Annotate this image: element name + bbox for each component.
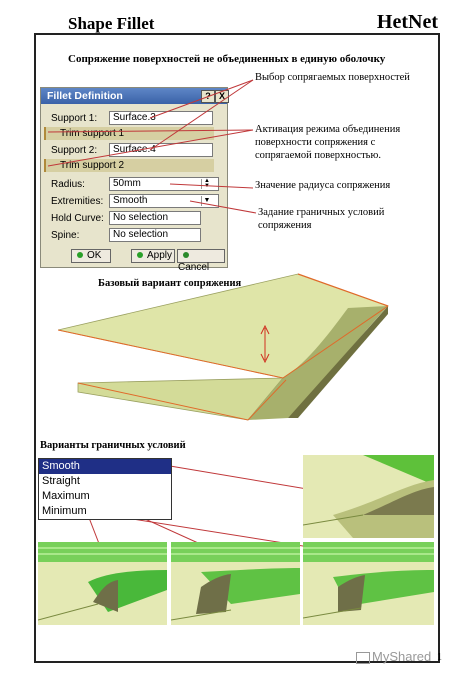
extremities-listbox[interactable] <box>38 458 172 520</box>
page-subtitle: Сопряжение поверхностей не объединенных в единую оболочку <box>68 53 386 65</box>
support1-field[interactable]: Surface.3 <box>109 111 213 125</box>
radius-value: 50mm <box>113 178 141 189</box>
base-fillet-illustration <box>58 268 398 428</box>
note-select-surfaces: Выбор сопрягаемых поверхностей <box>255 72 410 83</box>
page-number: 1 <box>437 652 442 663</box>
chevron-down-icon[interactable]: ▼ <box>201 196 212 206</box>
support2-field[interactable]: Surface.4 <box>109 143 213 157</box>
extremities-label: Extremities: <box>51 196 104 207</box>
list-item-straight[interactable]: Straight <box>42 475 80 487</box>
chart-icon <box>356 652 370 664</box>
section-base-title: Базовый вариант сопряжения <box>98 278 242 289</box>
cancel-label: Cancel <box>178 262 210 273</box>
note-activation-line1: Активация режима объединения <box>255 124 401 135</box>
note-boundary-line1: Задание граничных условий <box>258 207 385 218</box>
dialog-title: Fillet Definition <box>41 88 227 104</box>
trim-support2-label: Trim support 2 <box>60 160 125 171</box>
radius-spinner-icon[interactable]: ▲ ▼ <box>201 179 212 189</box>
trim-support1-label: Trim support 1 <box>60 128 125 139</box>
list-item-minimum[interactable]: Minimum <box>42 505 87 517</box>
straight-variant-image <box>38 542 167 625</box>
minimum-variant-image <box>303 542 434 625</box>
header-title: Shape Fillet <box>68 14 155 33</box>
support2-label: Support 2: <box>51 145 98 156</box>
radius-label: Radius: <box>51 179 85 190</box>
support1-label: Support 1: <box>51 113 98 124</box>
close-button[interactable]: X <box>215 90 229 103</box>
note-activation-line3: сопрягаемой поверхностью. <box>255 150 381 161</box>
note-radius: Значение радиуса сопряжения <box>255 180 391 191</box>
note-activation-line2: поверхности сопряжения с <box>255 137 376 148</box>
spine-field[interactable]: No selection <box>109 228 201 242</box>
apply-label: Apply <box>147 250 173 261</box>
header-brand: HetNet <box>376 11 438 33</box>
extremities-value: Smooth <box>113 195 148 206</box>
note-boundary-line2: сопряжения <box>258 220 312 231</box>
hold-curve-label: Hold Curve: <box>51 213 104 224</box>
watermark-text: MyShared <box>372 649 432 664</box>
watermark-logo <box>356 649 431 664</box>
ok-label: OK <box>87 250 102 261</box>
list-item-maximum[interactable]: Maximum <box>42 490 90 502</box>
help-button[interactable]: ? <box>201 90 215 103</box>
section-variants-title: Варианты граничных условий <box>40 440 186 451</box>
maximum-variant-image <box>171 542 300 625</box>
list-item-smooth[interactable]: Smooth <box>39 459 171 474</box>
smooth-variant-image <box>303 455 434 538</box>
spine-label: Spine: <box>51 230 80 241</box>
hold-curve-field[interactable]: No selection <box>109 211 201 225</box>
